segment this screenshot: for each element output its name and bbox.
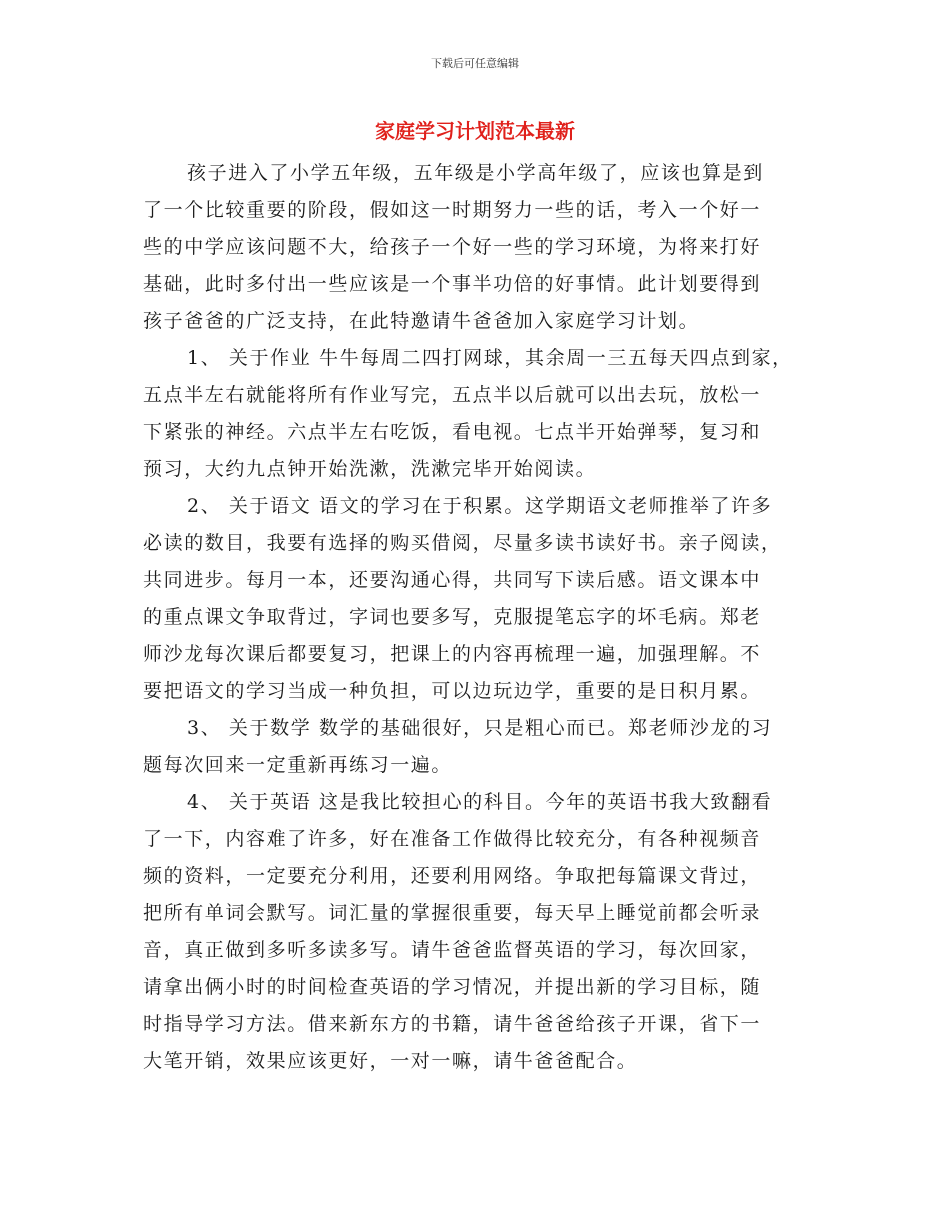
document-body: [143, 155, 823, 1080]
paragraph-line: 预习，大约九点钟开始洗漱，洗漱完毕开始阅读。: [143, 458, 597, 480]
paragraph-line: 请拿出俩小时的时间检查英语的学习情况，并提出新的学习目标，随: [143, 976, 762, 998]
paragraph-line: 师沙龙每次课后都要复习，把课上的内容再梳理一遍，加强理解。不: [143, 643, 762, 665]
paragraph-line: 4、 关于英语 这是我比较担心的科目。今年的英语书我大致翻看: [187, 791, 773, 813]
paragraph-line: 了一下，内容难了许多，好在准备工作做得比较充分，有各种视频音: [143, 828, 762, 850]
paragraph-line: 大笔开销，效果应该更好，一对一嘛，请牛爸爸配合。: [143, 1050, 638, 1072]
paragraph-line: 必读的数目，我要有选择的购买借阅，尽量多读书读好书。亲子阅读，: [143, 532, 782, 554]
paragraph-line: 时指导学习方法。借来新东方的书籍，请牛爸爸给孩子开课，省下一: [143, 1013, 762, 1035]
paragraph-line: 题每次回来一定重新再练习一遍。: [143, 754, 453, 776]
paragraph-line: 孩子爸爸的广泛支持，在此特邀请牛爸爸加入家庭学习计划。: [143, 310, 700, 332]
paragraph-line: 频的资料，一定要充分利用，还要利用网络。争取把每篇课文背过，: [143, 865, 762, 887]
paragraph-line: 的重点课文争取背过，字词也要多写，克服提笔忘字的坏毛病。郑老: [143, 606, 762, 628]
paragraph-line: 了一个比较重要的阶段，假如这一时期努力一些的话，考入一个好一: [143, 199, 762, 221]
paragraph-line: 2、 关于语文 语文的学习在于积累。这学期语文老师推举了许多: [187, 495, 773, 517]
paragraph-line: 孩子进入了小学五年级，五年级是小学高年级了，应该也算是到: [187, 162, 764, 184]
paragraph-line: 基础，此时多付出一些应该是一个事半功倍的好事情。此计划要得到: [143, 273, 762, 295]
document-title: 家庭学习计划范本最新: [375, 119, 575, 143]
paragraph-line: 些的中学应该问题不大，给孩子一个好一些的学习环境，为将来打好: [143, 236, 762, 258]
header-note: 下载后可任意编辑: [431, 57, 519, 70]
paragraph-line: 把所有单词会默写。词汇量的掌握很重要，每天早上睡觉前都会听录: [143, 902, 762, 924]
paragraph-line: 音，真正做到多听多读多写。请牛爸爸监督英语的学习，每次回家，: [143, 939, 762, 961]
paragraph-line: 下紧张的神经。六点半左右吃饭，看电视。七点半开始弹琴，复习和: [143, 421, 762, 443]
paragraph-line: 五点半左右就能将所有作业写完，五点半以后就可以出去玩，放松一: [143, 384, 762, 406]
paragraph-line: 共同进步。每月一本，还要沟通心得，共同写下读后感。语文课本中: [143, 569, 762, 591]
paragraph-line: 3、 关于数学 数学的基础很好，只是粗心而已。郑老师沙龙的习: [187, 717, 773, 739]
paragraph-line: 1、 关于作业 牛牛每周二四打网球，其余周一三五每天四点到家，: [187, 347, 793, 369]
paragraph-line: 要把语文的学习当成一种负担，可以边玩边学，重要的是日积月累。: [143, 680, 762, 702]
